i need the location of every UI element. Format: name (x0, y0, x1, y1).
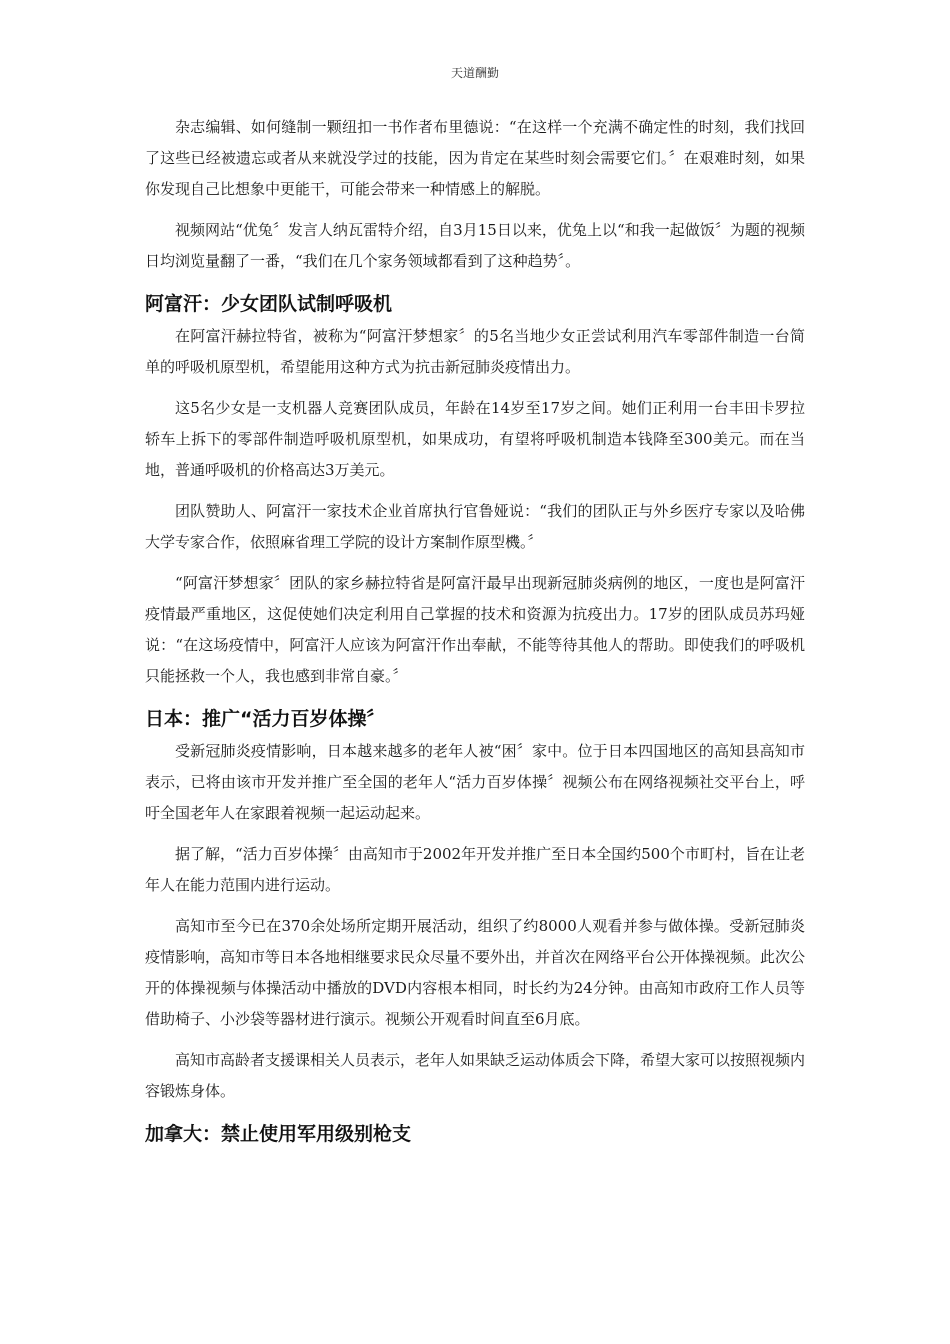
paragraph: “阿富汗梦想家〞团队的家乡赫拉特省是阿富汗最早出现新冠肺炎病例的地区，一度也是阿富汗疫情最严重地区，这促使她们决定利用自己掌握的技术和资源为抗疫出力。17岁的团队成员苏玛娅说：“在这场疫情中，阿富汗人应该为阿富汗作出奉献，不能等待其他人的帮助。即使我们的呼吸机只能拯救一个人，我也感到非常自豪。〞 (145, 574, 805, 685)
section-heading-japan: 日本：推广“活力百岁体操〞 (145, 708, 386, 730)
paragraph: 高知市至今已在370余处场所定期开展活动，组织了约8000人观看并参与做体操。受新冠肺炎疫情影响，高知市等日本各地相继要求民众尽量不要外出，并首次在网络平台公开体操视频。此次公开的体操视频与体操活动中播放的DVD内容根本相同，时长约为24分钟。由高知市政府工作人员等借助椅子、小沙袋等器材进行演示。视频公开观看时间直至6月底。 (145, 917, 806, 1028)
paragraph: 在阿富汗赫拉特省，被称为“阿富汗梦想家〞的5名当地少女正尝试利用汽车零部件制造一台简单的呼吸机原型机，希望能用这种方式为抗击新冠肺炎疫情出力。 (145, 327, 805, 376)
paragraph: 这5名少女是一支机器人竞赛团队成员，年龄在14岁至17岁之间。她们正利用一台丰田卡罗拉轿车上拆下的零部件制造呼吸机原型机，如果成功，有望将呼吸机制造本钱降至300美元。而在当地，普通呼吸机的价格高达3万美元。 (145, 399, 805, 479)
section-heading-afghanistan: 阿富汗：少女团队试制呼吸机 (145, 293, 393, 315)
paragraph: 高知市高龄者支援课相关人员表示，老年人如果缺乏运动体质会下降，希望大家可以按照视频内容锻炼身体。 (145, 1051, 806, 1100)
section-heading-canada: 加拿大：禁止使用军用级别枪支 (145, 1123, 412, 1145)
paragraph: 杂志编辑、如何缝制一颗纽扣一书作者布里德说：“在这样一个充满不确定性的时刻，我们找回了这些已经被遗忘或者从来就没学过的技能，因为肯定在某些时刻会需要它们。〞在艰难时刻，如果你发现自己比想象中更能干，可能会带来一种情感上的解脱。 (145, 118, 805, 198)
paragraph: 据了解，“活力百岁体操〞由高知市于2002年开发并推广至日本全国约500个市町村，旨在让老年人在能力范围内进行运动。 (145, 845, 805, 894)
article-body (145, 112, 805, 1151)
page-header: 天道酬勤 (450, 66, 499, 80)
paragraph: 团队赞助人、阿富汗一家技术企业首席执行官鲁娅说：“我们的团队正与外乡医疗专家以及哈佛大学专家合作，依照麻省理工学院的设计方案制作原型機。〞 (145, 502, 805, 551)
paragraph: 视频网站“优兔〞发言人纳瓦雷特介绍，自3月15日以来，优兔上以“和我一起做饭〞为题的视频日均浏览量翻了一番，“我们在几个家务领域都看到了这种趋势〞。 (145, 221, 805, 270)
paragraph: 受新冠肺炎疫情影响，日本越来越多的老年人被“困〞家中。位于日本四国地区的高知县高知市表示，已将由该市开发并推广至全国的老年人“活力百岁体操〞视频公布在网络视频社交平台上，呼吁全国老年人在家跟着视频一起运动起来。 (145, 742, 805, 822)
